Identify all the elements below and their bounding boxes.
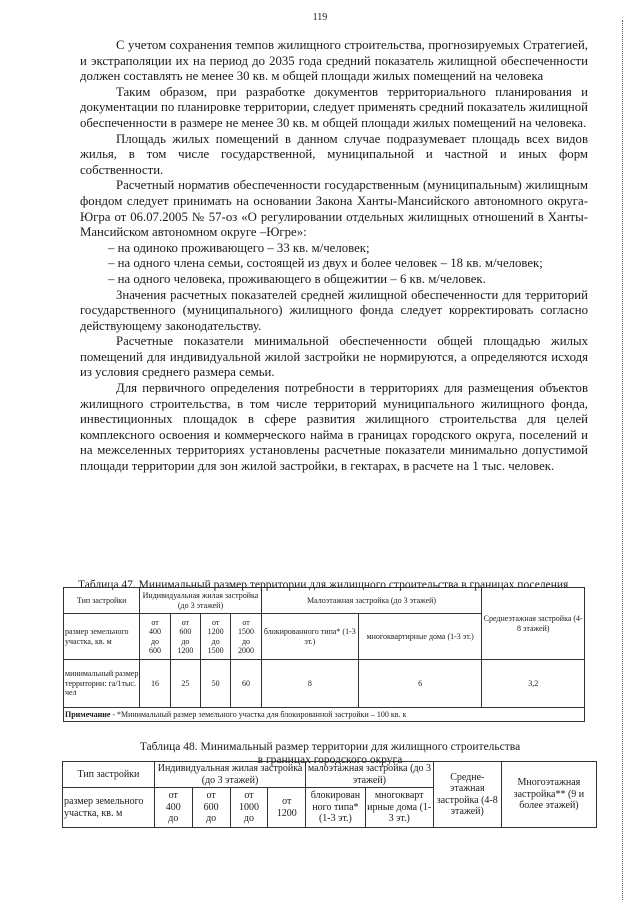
- scan-margin-dots: [622, 20, 627, 900]
- table-47-caption: Таблица 47. Минимальный размер территории для жилищного строительства в границах поселения: [78, 579, 569, 591]
- header-highrise: Многоэтажная застройка** (9 и более этажей): [501, 762, 596, 828]
- paragraph: Значения расчетных показателей средней жилищной обеспеченности для территорий государственного (муниципального) жилищного фонда следует корректировать согласно действующему законодательству.: [80, 287, 588, 333]
- row-min-label: минимальный размер территории: га/1тыс. чел: [64, 660, 140, 708]
- plot-range: от 1000 до: [230, 788, 268, 828]
- value-cell: 6: [358, 660, 481, 708]
- table-48-caption: Таблица 48. Минимальный размер территории для жилищного строительства в границах городского округа: [139, 741, 521, 766]
- header-individual: Индивидуальная жилая застройка (до 3 этажей): [140, 588, 261, 614]
- plot-range: от 1200 до 1500: [201, 614, 231, 660]
- paragraph: Площадь жилых помещений в данном случае подразумевает площадь всех видов жилья, в том числе государственной, муниципальной и частной и иных форм собственности.: [80, 131, 588, 177]
- plot-range: от 600 до 1200: [170, 614, 200, 660]
- value-cell: 16: [140, 660, 170, 708]
- value-cell: 25: [170, 660, 200, 708]
- paragraph: С учетом сохранения темпов жилищного строительства, прогнозируемых Стратегией, и экстраполяции их на период до 2035 года средний показатель жилищной обеспеченности должен составлять не менее 30 кв. м общей площади жилых помещений на человека: [80, 38, 588, 84]
- header-multi-apartment: многокварт ирные дома (1-3 эт.): [365, 788, 433, 828]
- value-cell: 60: [231, 660, 261, 708]
- header-lowrise: Малоэтажная застройка (до 3 этажей): [261, 588, 482, 614]
- header-midrise: Средне-этажная застройка (4-8 этажей): [433, 762, 501, 828]
- table-note: Примечание - *Минимальный размер земельного участка для блокированной застройки – 100 кв. к: [64, 708, 585, 722]
- plot-range: от 600 до: [192, 788, 230, 828]
- header-multi-apartment: многоквартирные дома (1-3 эт.): [358, 614, 481, 660]
- row-plot-label: размер земельного участка, кв. м: [64, 614, 140, 660]
- table-48: [62, 761, 597, 828]
- list-item: – на одного человека, проживающего в общежитии – 6 кв. м/человек.: [108, 271, 486, 286]
- header-individual: Индивидуальная жилая застройка (до 3 этажей): [154, 762, 305, 788]
- body-text: [80, 38, 588, 475]
- list-item: – на одиноко проживающего – 33 кв. м/человек;: [108, 240, 370, 255]
- row-plot-label: размер земельного участка, кв. м: [63, 788, 155, 828]
- header-midrise: Среднеэтажная застройка (4-8 этажей): [482, 588, 585, 660]
- paragraph: Расчетные показатели минимальной обеспеченности общей площадью жилых помещений для индивидуальной жилой застройки не нормируются, а определяются исходя из условия среднего размера семьи.: [80, 334, 588, 380]
- header-type: Тип застройки: [63, 762, 155, 788]
- paragraph: Для первичного определения потребности в территориях для размещения объектов жилищного строительства, в том числе территорий муниципального жилищного фонда, инвестиционных площадок в сфере развития жилищного строительства для целей комплексного освоения и коммерческого найма в границах городского округа, поселений и на межселенных территориях установлены расчетные показатели минимально допустимой площади территории для зон жилой застройки, в гектарах, в расчете на 1 тыс. человек.: [80, 381, 588, 474]
- paragraph: Расчетный норматив обеспеченности государственным (муниципальным) жилищным фондом следует принимать на основании Закона Ханты-Мансийского автономного округа-Югра от 06.07.2005 № 57-оз «О регулировании отдельных жилищных отношений в Ханты-Мансийском автономном округе –Югре»:: [80, 178, 588, 240]
- table-47: [63, 587, 585, 722]
- paragraph: Таким образом, при разработке документов территориального планирования и документации по планировке территории, следует применять средний показатель жилищной обеспеченности в размере не менее 30 кв. м общей площади жилых помещений на человека.: [80, 84, 588, 130]
- page-number: 119: [312, 12, 328, 23]
- header-blocked: блокированного типа* (1-3 эт.): [261, 614, 358, 660]
- plot-range: от 400 до: [154, 788, 192, 828]
- value-cell: 8: [261, 660, 358, 708]
- value-cell: 3,2: [482, 660, 585, 708]
- plot-range: от 1200: [268, 788, 306, 828]
- header-blocked: блокирован ного типа* (1-3 эт.): [306, 788, 365, 828]
- list-item: – на одного члена семьи, состоящей из двух и более человек – 18 кв. м/человек;: [108, 256, 543, 271]
- plot-range: от 1500 до 2000: [231, 614, 261, 660]
- plot-range: от 400 до 600: [140, 614, 170, 660]
- header-type: Тип застройки: [64, 588, 140, 614]
- value-cell: 50: [201, 660, 231, 708]
- header-lowrise: малоэтажная застройка (до 3 этажей): [306, 762, 434, 788]
